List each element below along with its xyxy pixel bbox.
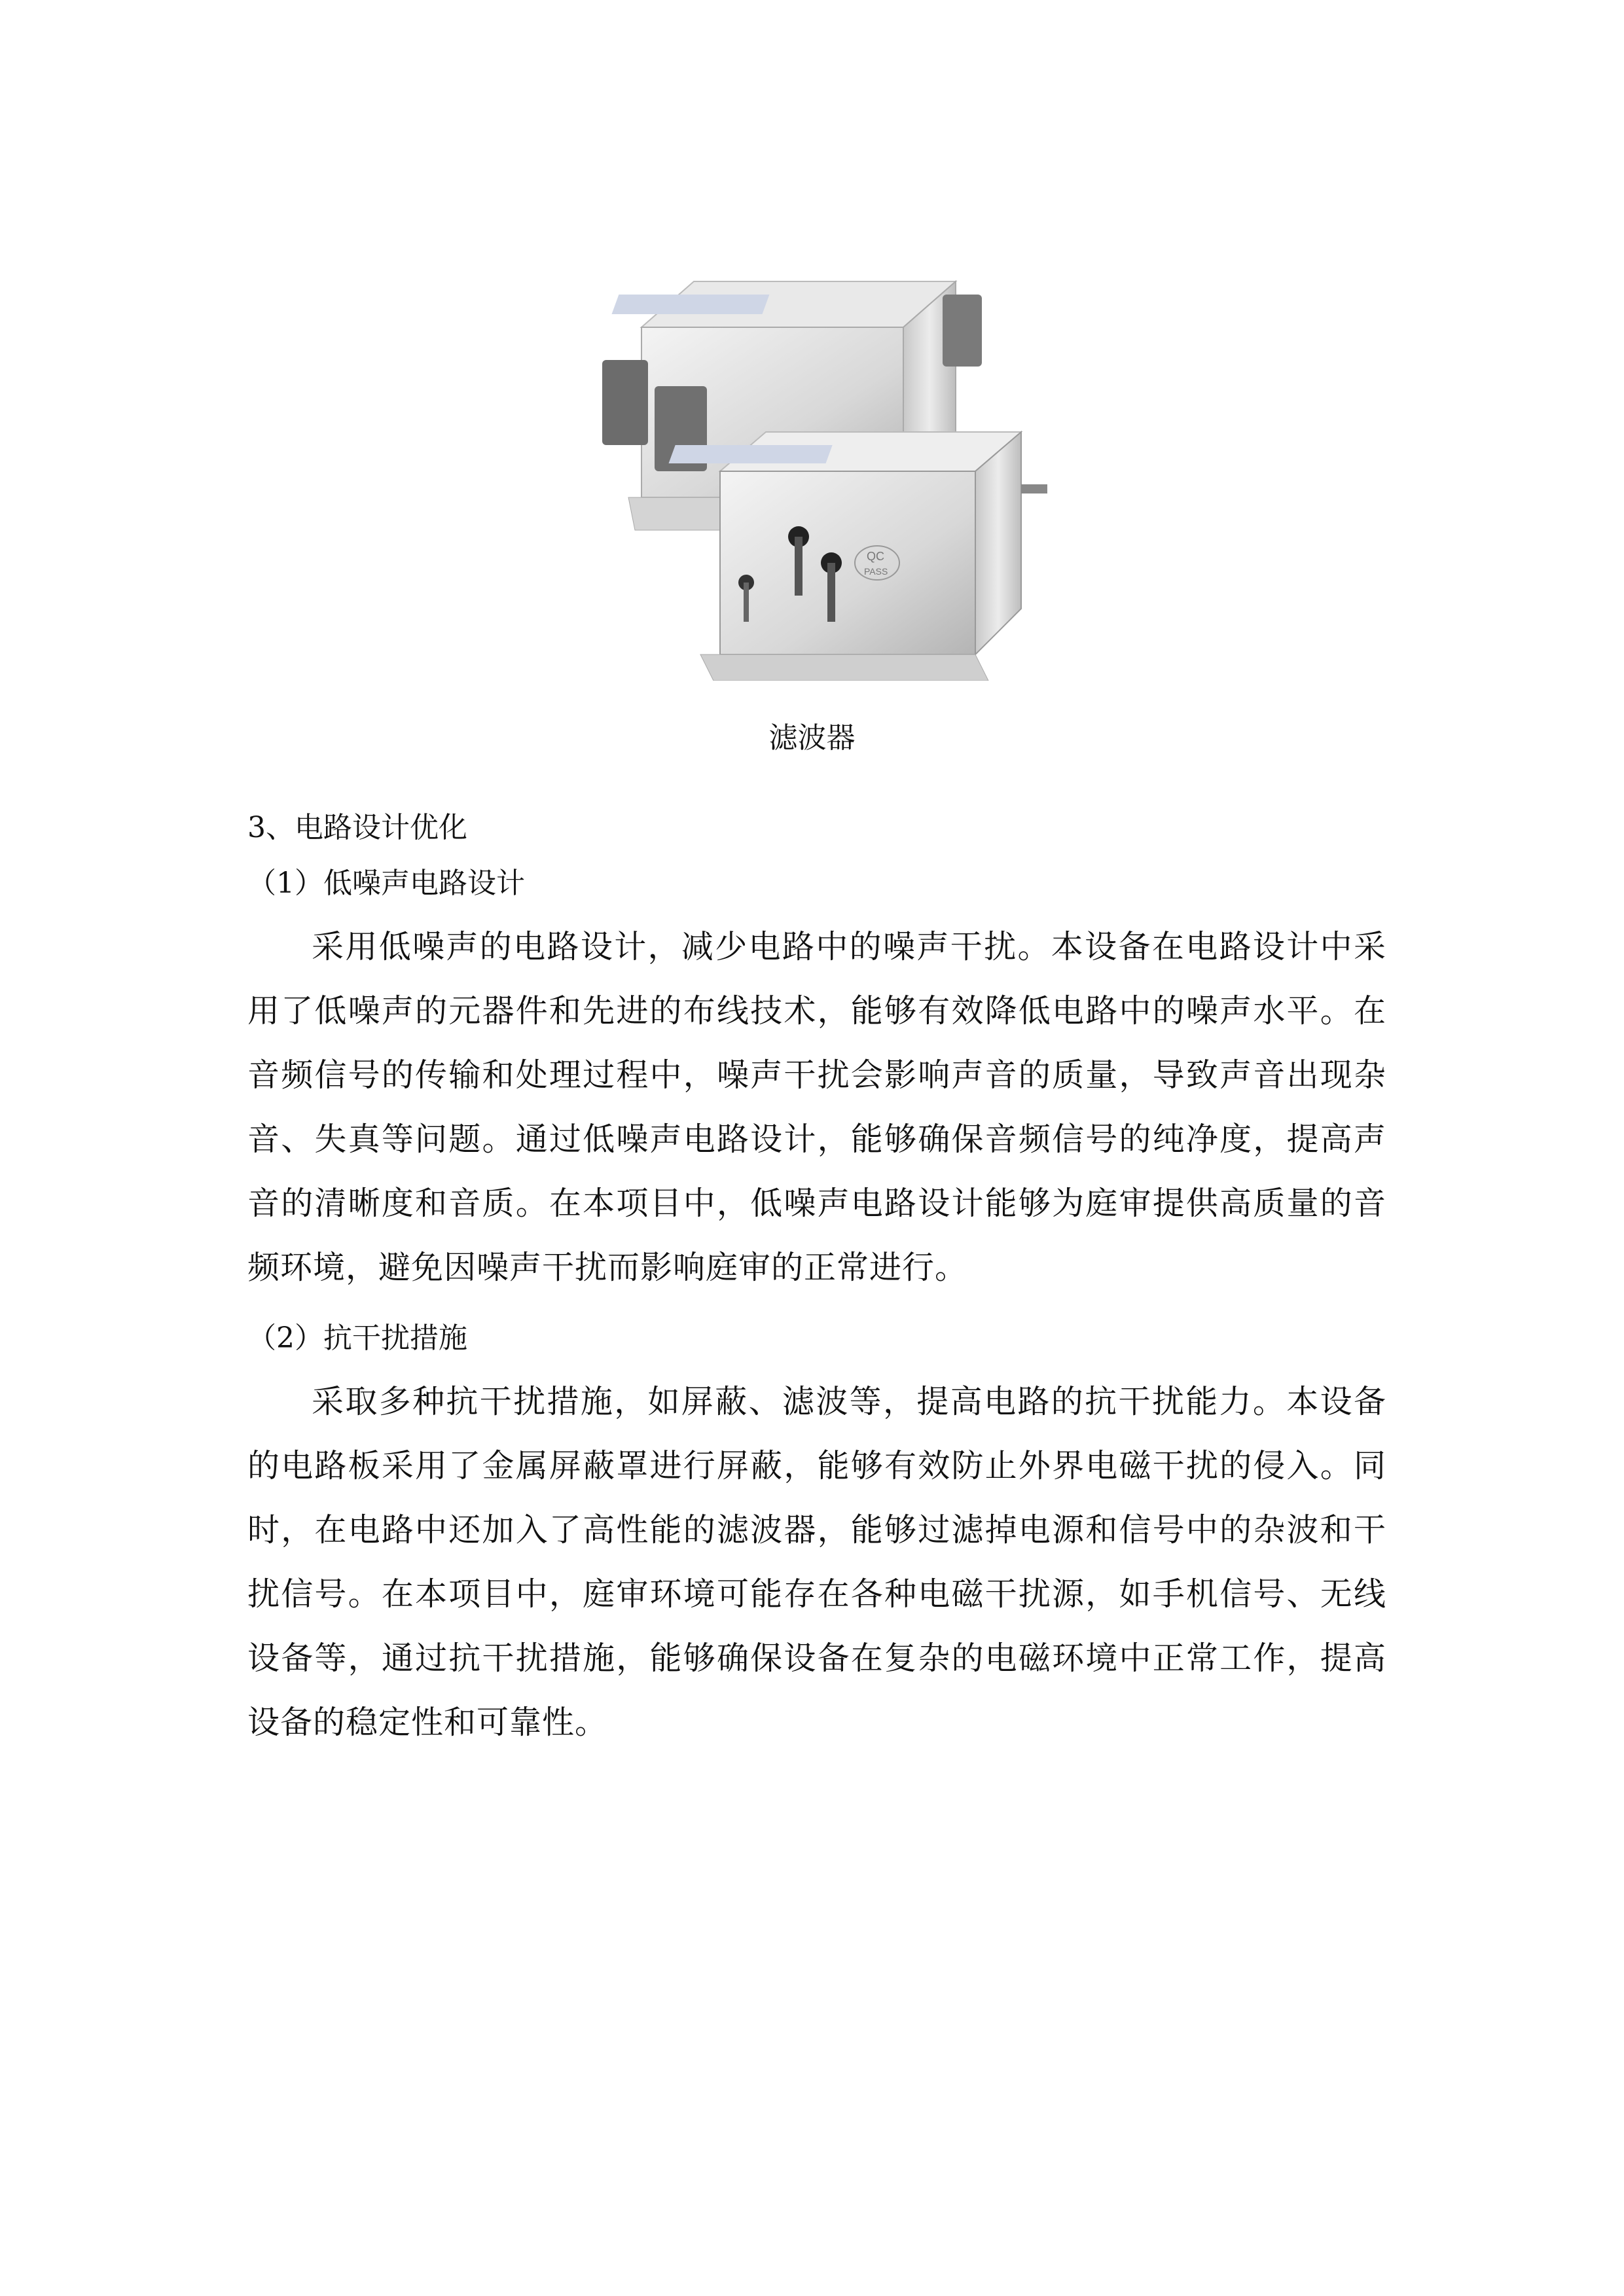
filter-photo <box>602 196 1074 681</box>
subsection-heading-2: （2）抗干扰措施 <box>247 1321 467 1355</box>
paragraph-low-noise: 采用低噪声的电路设计，减少电路中的噪声干扰。本设备在电路设计中采用了低噪声的元器件和先进的布线技术，能够有效降低电路中的噪声水平。在音频信号的传输和处理过程中，噪声干扰会影响声音的质量，导致声音出现杂音、失真等问题。通过低噪声电路设计，能够确保音频信号的纯净度，提高声音的清晰度和音质。在本项目中，低噪声电路设计能够为庭审提供高质量的音频环境，避免因噪声干扰而影响庭审的正常进行。 <box>247 928 1386 1286</box>
pass-label: PASS <box>864 566 888 577</box>
qc-label: QC <box>867 550 884 563</box>
figure-caption: 滤波器 <box>768 721 856 755</box>
paragraph-anti-interference: 采取多种抗干扰措施，如屏蔽、滤波等，提高电路的抗干扰能力。本设备的电路板采用了金属屏蔽罩进行屏蔽，能够有效防止外界电磁干扰的侵入。同时，在电路中还加入了高性能的滤波器，能够过滤掉电源和信号中的杂波和干扰信号。在本项目中，庭审环境可能存在各种电磁干扰源，如手机信号、无线设备等，通过抗干扰措施，能够确保设备在复杂的电磁环境中正常工作，提高设备的稳定性和可靠性。 <box>247 1383 1386 1741</box>
emi-filter-photo-icon <box>602 196 1074 681</box>
subsection-heading-1: （1）低噪声电路设计 <box>247 867 525 900</box>
section-heading: 3、电路设计优化 <box>247 811 467 844</box>
